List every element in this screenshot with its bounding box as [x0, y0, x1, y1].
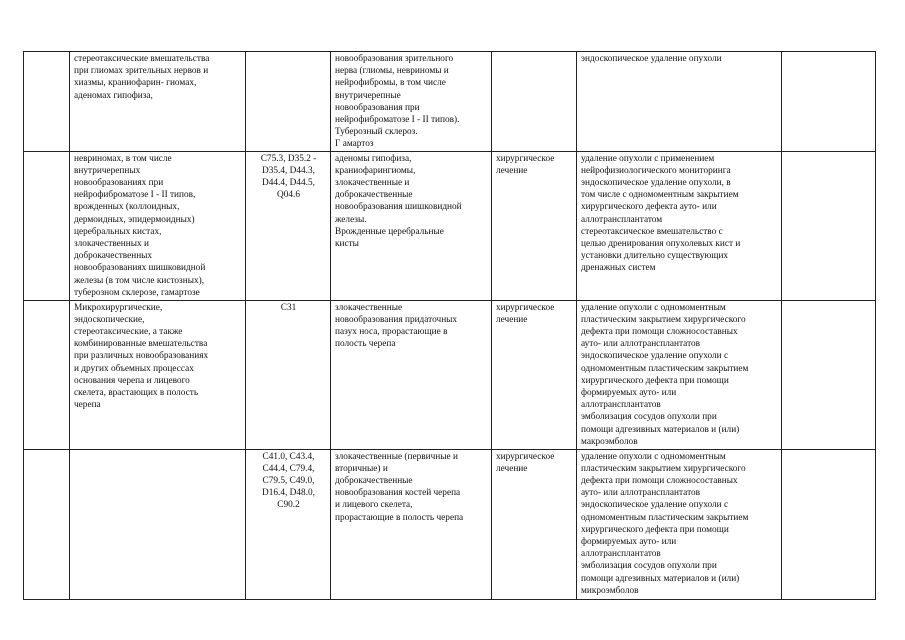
cell-text-line: Q04.6	[277, 190, 300, 201]
cell-number	[24, 449, 70, 599]
cell-text-line: вторичные) и	[335, 463, 388, 474]
cell-text-line: стереотаксические вмешательства	[74, 54, 210, 64]
cell-text-line: основания черепа и лицевого	[74, 375, 190, 386]
cell-text-line: аллотрансплантатом	[581, 214, 663, 225]
cell-text-line: нерва (глиомы, невриномы и	[335, 66, 449, 77]
cell-text-line: C31	[280, 302, 297, 313]
cell-text-line: церебральных кистах,	[74, 226, 162, 237]
cell-treatment-method	[577, 300, 782, 449]
cell-diagnosis	[331, 300, 492, 449]
cell-norm	[782, 449, 876, 599]
cell-number	[24, 151, 70, 300]
cell-norm	[782, 52, 876, 152]
cell-norm	[782, 151, 876, 300]
cell-text-line: врожденных (коллоидных,	[74, 202, 180, 213]
cell-text-line: Врожденные церебральные	[335, 226, 444, 237]
cell-text-line: злокачественные (первичные и	[335, 451, 458, 462]
cell-text-line: пластическим закрытием хирургического	[581, 314, 746, 325]
cell-treatment-type	[492, 449, 577, 599]
cell-text-line: новообразованиях шишковидной	[74, 263, 206, 274]
cell-text-line: формируемых ауто- или	[581, 537, 677, 548]
cell-text-line: целью дренирования опухолевых кист и	[581, 239, 741, 250]
cell-number	[24, 52, 70, 152]
cell-norm	[782, 300, 876, 449]
cell-text-line: аденомы гипофиза,	[335, 153, 412, 164]
cell-icd-codes	[246, 52, 331, 152]
cell-text-line: ауто- или аллотрансплантатов	[581, 488, 701, 499]
cell-text-line: помощи адгезивных материалов и (или)	[581, 573, 740, 584]
cell-text-line: ауто- или аллотрансплантатов	[581, 339, 701, 350]
cell-text-line: новообразования костей черепа	[335, 488, 461, 499]
cell-text-line: новообразования шишковидной	[335, 202, 462, 213]
cell-text-line: лечение	[496, 314, 528, 325]
cell-text-line: D35.4, D44.3,	[262, 165, 315, 176]
cell-text-line: новообразования зрительного	[335, 54, 454, 64]
cell-procedure-group	[70, 300, 246, 449]
cell-text-line: дефекта при помощи сложносоставных	[581, 476, 738, 487]
cell-text-line: C44.4, C79.4,	[262, 463, 315, 474]
cell-text-line: злокачественных и	[74, 239, 149, 250]
cell-text-line: хирургическое	[496, 451, 555, 462]
cell-diagnosis	[331, 52, 492, 152]
cell-text-line: формируемых ауто- или	[581, 388, 677, 399]
cell-text-line: C41.0, C43.4,	[262, 451, 315, 462]
cell-text-line: дефекта при помощи сложносоставных	[581, 327, 738, 338]
cell-text-line: C90.2	[277, 500, 300, 511]
cell-text-line: новообразования придаточных	[335, 314, 458, 325]
cell-text-line: хиазмы, краниофарин- гиомах,	[74, 78, 197, 89]
cell-text-line: новообразованиях при	[74, 178, 164, 189]
cell-text-line: внутричерепных	[74, 165, 141, 176]
cell-text-line: установки длительно существующих	[581, 251, 729, 262]
cell-text-line: C79.5, C49.0,	[262, 476, 315, 487]
cell-text-line: злокачественные и	[335, 178, 410, 189]
cell-icd-codes	[246, 300, 331, 449]
cell-text-line: и других объемных процессах	[74, 363, 194, 374]
cell-text-line: эндоскопические,	[74, 314, 145, 325]
cell-number	[24, 300, 70, 449]
cell-text-line: кисты	[335, 239, 359, 250]
cell-procedure-group	[70, 52, 246, 152]
cell-text-line: злокачественные	[335, 302, 403, 313]
cell-text-line: пластическим закрытием хирургического	[581, 463, 746, 474]
cell-treatment-method	[577, 151, 782, 300]
cell-text-line: D44.4, D44.5,	[262, 178, 315, 189]
cell-text-line: Туберозный склероз.	[335, 127, 418, 138]
cell-text-line: Микрохирургические,	[74, 302, 163, 313]
cell-procedure-group	[70, 449, 246, 599]
cell-text-line: пазух носа, прорастающие в	[335, 327, 448, 338]
table-row	[24, 300, 876, 449]
cell-text-line: прорастающие в полость черепа	[335, 512, 464, 523]
cell-text-line: нейрофиброматозе I - II типов).	[335, 115, 460, 126]
cell-treatment-method	[577, 449, 782, 599]
cell-text-line: удаление опухоли с применением	[581, 153, 715, 164]
cell-text-line: эндоскопическое удаление опухоли	[581, 54, 722, 64]
cell-icd-codes	[246, 449, 331, 599]
cell-text-line: микроэмболов	[581, 585, 639, 596]
cell-text-line: железы.	[335, 214, 367, 225]
cell-text-line: дермоидных, эпидермоидных)	[74, 214, 195, 225]
cell-text-line: эндоскопическое удаление опухоли, в	[581, 178, 731, 189]
cell-text-line: эндоскопическое удаление опухоли с	[581, 500, 729, 511]
cell-text-line: черепа	[74, 400, 101, 411]
cell-text-line: нейрофиброматозе I - II типов,	[74, 190, 196, 201]
cell-text-line: хирургического дефекта ауто- или	[581, 202, 717, 213]
cell-text-line: аллотрансплантатов	[581, 549, 661, 560]
cell-text-line: доброкачественные	[335, 476, 413, 487]
cell-text-line: эмболизация сосудов опухоли при	[581, 412, 717, 423]
table-row	[24, 151, 876, 300]
cell-text-line: одномоментным пластическим закрытием	[581, 512, 749, 523]
cell-text-line: аллотрансплантатов	[581, 400, 661, 411]
cell-diagnosis	[331, 449, 492, 599]
cell-text-line: том числе с одномоментным закрытием	[581, 190, 739, 201]
cell-text-line: D16.4, D48.0,	[262, 488, 315, 499]
cell-text-line: хирургическое	[496, 302, 555, 313]
cell-text-line: доброкачественных	[74, 251, 153, 262]
cell-text-line: полость черепа	[335, 339, 396, 350]
table-row	[24, 52, 876, 152]
cell-text-line: удаление опухоли с одномоментным	[581, 451, 726, 462]
cell-text-line: макроэмболов	[581, 436, 638, 447]
cell-text-line: Г амартоз	[335, 139, 374, 150]
cell-text-line: хирургическое	[496, 153, 555, 164]
cell-text-line: дренажных систем	[581, 263, 656, 274]
cell-text-line: при различных новообразованиях	[74, 351, 209, 362]
cell-text-line: удаление опухоли с одномоментным	[581, 302, 726, 313]
cell-text-line: железы (в том числе кистозных),	[74, 275, 205, 286]
cell-text-line: одномоментным пластическим закрытием	[581, 363, 749, 374]
cell-treatment-type	[492, 151, 577, 300]
cell-text-line: скелета, врастающих в полость	[74, 388, 199, 399]
cell-text-line: нейрофибромы, в том числе	[335, 78, 446, 89]
cell-text-line: невриномах, в том числе	[74, 153, 172, 164]
cell-text-line: аденомах гипофиза,	[74, 90, 153, 101]
cell-text-line: новообразования при	[335, 102, 420, 113]
cell-treatment-method	[577, 52, 782, 152]
cell-text-line: хирургического дефекта при помощи	[581, 524, 729, 535]
table-row	[24, 449, 876, 599]
cell-text-line: туберозном склерозе, гамартозе	[74, 287, 200, 298]
cell-text-line: доброкачественные	[335, 190, 413, 201]
cell-text-line: при глиомах зрительных нервов и	[74, 66, 209, 77]
cell-icd-codes	[246, 151, 331, 300]
cell-text-line: стереотаксические, а также	[74, 327, 183, 338]
medical-procedures-table	[23, 51, 876, 600]
cell-text-line: внутричерепные	[335, 90, 401, 101]
cell-treatment-type	[492, 300, 577, 449]
cell-text-line: помощи адгезивных материалов и (или)	[581, 424, 740, 435]
cell-text-line: хирургического дефекта при помощи	[581, 375, 729, 386]
cell-text-line: стереотаксическое вмешательство с	[581, 226, 723, 237]
cell-text-line: и лицевого скелета,	[335, 500, 413, 511]
cell-text-line: лечение	[496, 165, 528, 176]
cell-text-line: краниофарингиомы,	[335, 165, 416, 176]
cell-treatment-type	[492, 52, 577, 152]
cell-text-line: эмболизация сосудов опухоли при	[581, 561, 717, 572]
cell-text-line: эндоскопическое удаление опухоли с	[581, 351, 729, 362]
cell-text-line: лечение	[496, 463, 528, 474]
cell-text-line: нейрофизиологического мониторинга	[581, 165, 731, 176]
cell-procedure-group	[70, 151, 246, 300]
cell-diagnosis	[331, 151, 492, 300]
cell-text-line: C75.3, D35.2 -	[260, 153, 317, 164]
cell-text-line: комбинированные вмешательства	[74, 339, 208, 350]
